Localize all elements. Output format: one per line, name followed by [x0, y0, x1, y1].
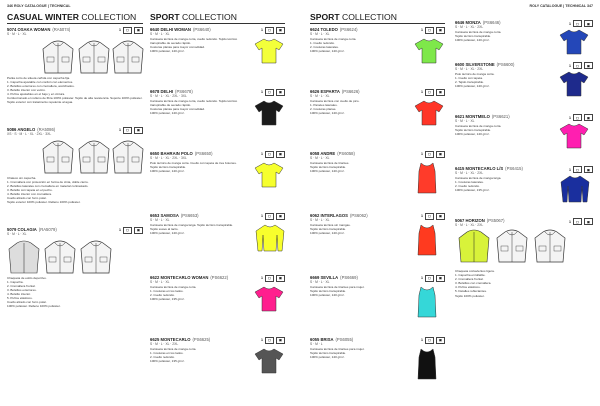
product-item — [310, 213, 445, 275]
product-item — [455, 114, 593, 166]
garment-image — [495, 228, 529, 266]
product-name: 6624 TOLEDO (PS6624) — [310, 26, 358, 32]
page-header-right: ROLY CATALOGUE | TECHNICAL 347 — [529, 4, 593, 8]
box-icon: ▢ — [573, 62, 582, 69]
box-icon: ▢ — [265, 89, 274, 96]
box-icon: ▢ — [573, 166, 582, 173]
product-symbols — [421, 337, 445, 344]
garment-image — [457, 228, 491, 266]
column-sport-1 — [150, 12, 285, 399]
quantity-icon: ▣ — [436, 27, 445, 34]
product-description: Chaleco sin capucha. 1. Cremallera con protección en forma de cinta, doble cierre. 2. Bolsillos laterales con cremallera en material contrastado. 3. Bolsillo con tapeta en el pecho. 4. Bolsillo interior con cremallera. Cuello alzado con forro polar. Tejido exterior 100% poliéster. Relleno 100% poliéster. — [7, 175, 89, 205]
garment-image — [559, 70, 589, 98]
product-sizes: S · M · L · XL — [150, 279, 170, 284]
quantity-icon: ▣ — [436, 275, 445, 282]
product-sizes: S · M · L · XL — [310, 93, 330, 98]
product-description: Polo técnico de manga corta. 1. Cuello con tapeta. 2. Tejido transpirable. 100% poliéster, 140 g/m². — [455, 72, 495, 89]
product-description: Camiseta técnica de manga corta, cuello redondo. Tejido técnico transpirable de secado rápido. Costuras planas para mayor comodidad. 100% poliéster, 140 g/m². — [150, 98, 238, 116]
garment-image — [414, 347, 440, 381]
quantity-icon: ▣ — [584, 20, 593, 27]
product-description: Polo técnico de manga corta. Cuello con tapeta de tres botones. Tejido técnico transpirable. 100% poliéster, 140 g/m². — [150, 160, 237, 173]
garment-image — [254, 99, 284, 127]
pack-count: 1 — [119, 28, 121, 33]
garment-image — [254, 161, 284, 189]
product-description: Parka corto de silueta ceñida con capucha fija. 1. Capucha ajustable con cordón con elementos. 2. Bolsillos exteriores con cremallera, acolchados. 3. Bolsillo interior con velcro. 4. Puños ajustables en el bajo y en cintura. Confeccionado en relleno de fibra 100% poliéster. Tejido de alta resistencia. Soporte 100% poliéster. Tejido exterior con tratamiento repelente al agua. — [7, 75, 143, 105]
quantity-icon: ▣ — [134, 127, 143, 134]
quantity-icon: ▣ — [584, 62, 593, 69]
quantity-icon: ▣ — [276, 337, 285, 344]
product-sizes: S · M · L · XL · 2XL — [455, 223, 484, 227]
product-symbols — [119, 27, 143, 34]
box-icon: ▢ — [425, 275, 434, 282]
product-sizes: S · M · L · XL — [150, 31, 170, 36]
pack-count: 1 — [261, 28, 263, 33]
garment-image — [254, 347, 284, 375]
pack-count: 1 — [261, 214, 263, 219]
quantity-icon: ▣ — [276, 213, 285, 220]
box-icon: ▢ — [573, 218, 582, 225]
product-name: 6678 DELHI (PS6678) — [150, 88, 193, 94]
quantity-icon: ▣ — [436, 337, 445, 344]
pack-count: 1 — [261, 152, 263, 157]
product-name: 5086 ANGELO (RA5086) — [7, 126, 56, 132]
product-symbols — [261, 213, 285, 220]
product-description: Camiseta técnica de manga larga. Tejido técnico transpirable. Tejido suave al tacto. 100% poliéster, 140 g/m². — [150, 222, 234, 235]
box-icon: ▢ — [425, 337, 434, 344]
product-symbols — [569, 62, 593, 69]
product-item — [455, 166, 593, 218]
product-item — [310, 151, 445, 213]
pack-count: 1 — [261, 338, 263, 343]
pack-count: 1 — [569, 167, 571, 172]
quantity-icon: ▣ — [134, 227, 143, 234]
pack-count: 1 — [421, 338, 423, 343]
product-item — [310, 27, 445, 89]
box-icon: ▢ — [265, 337, 274, 344]
quantity-icon: ▣ — [584, 114, 593, 121]
garment-image — [414, 37, 444, 65]
garment-image — [254, 223, 286, 253]
product-name: 6622 MONTECARLO WOMAN (PS6622) — [150, 274, 229, 280]
box-icon: ▢ — [123, 27, 132, 34]
product-item — [7, 127, 143, 227]
box-icon: ▢ — [425, 27, 434, 34]
product-sizes: S · M · L · XL · 2XL — [455, 171, 484, 175]
product-sizes: S · M · L · XL — [310, 279, 330, 284]
pack-count: 1 — [261, 90, 263, 95]
product-name: 5067 HORIZON (PS5067) — [455, 218, 505, 223]
garment-image — [41, 39, 75, 77]
product-description: Camiseta técnica de manga larga. 1. Costuras laterales. 2. Cuello redondo. 100% poliéster, 135 g/m². — [455, 176, 502, 193]
product-sizes: S · M · L · XL — [455, 119, 475, 123]
product-item — [310, 89, 445, 151]
pack-count: 1 — [261, 276, 263, 281]
box-icon: ▢ — [425, 89, 434, 96]
product-name: 6621 MONTMELO (PS6621) — [455, 114, 510, 119]
product-sizes: S · M · L · XL — [150, 217, 170, 222]
garment-image — [414, 223, 440, 257]
product-name: 5079 COLAGIA (RA5079) — [7, 226, 57, 232]
box-icon: ▢ — [265, 151, 274, 158]
quantity-icon: ▣ — [276, 89, 285, 96]
product-name: 5074 OSAKA WOMAN (RA5074) — [7, 26, 71, 32]
pack-count: 1 — [119, 228, 121, 233]
box-icon: ▢ — [123, 127, 132, 134]
garment-image — [111, 139, 145, 177]
product-description: Camiseta técnica de manga corta. 1. Cuello redondo. 2. Costuras laterales. 100% poliéster, 140 g/m². — [310, 36, 357, 54]
product-symbols — [569, 166, 593, 173]
garment-image — [43, 239, 77, 277]
product-item — [7, 27, 143, 127]
product-symbols — [261, 275, 285, 282]
garment-image — [77, 39, 111, 77]
section-title: SPORT COLLECTION — [310, 12, 397, 22]
product-description: Chaqueta cortavientos ligera. 1. Capucha enrollable. 2. Cremallera frontal. 3. Bolsillos con cremallera. 4. Puños elásticos. 5. Detalles reflectantes. Tejido 100% poliéster. — [455, 269, 495, 298]
product-name: 6062 INTERLAGOS (PS6062) — [310, 212, 368, 218]
garment-image — [79, 239, 113, 277]
column-casual-winter — [7, 12, 143, 327]
quantity-icon: ▣ — [436, 213, 445, 220]
quantity-icon: ▣ — [276, 151, 285, 158]
pack-count: 1 — [421, 28, 423, 33]
product-description: Camiseta técnica de manga corta. Tejido técnico transpirable. 100% poliéster, 140 g/m². — [455, 124, 502, 137]
garment-image — [111, 39, 145, 77]
product-name: 6625 MONTECARLO (PS6625) — [150, 336, 211, 342]
quantity-icon: ▣ — [276, 275, 285, 282]
product-sizes: S · M · L · XL · 2XL — [455, 67, 484, 71]
product-description: Camiseta técnica de manga corta. 1. Costuras en los lados. 2. Cuello redondo. 100% poliéster, 135 g/m². — [150, 284, 197, 302]
pack-count: 1 — [569, 21, 571, 26]
box-icon: ▢ — [265, 275, 274, 282]
box-icon: ▢ — [425, 151, 434, 158]
product-sizes: S · M · L · XL · 2XL — [150, 341, 179, 346]
garment-image — [414, 285, 440, 319]
quantity-icon: ▣ — [584, 218, 593, 225]
product-item — [150, 151, 285, 213]
product-symbols — [421, 151, 445, 158]
pack-count: 1 — [569, 219, 571, 224]
product-sizes: S · M · L · XL · 2XL · 3XL — [150, 155, 187, 160]
product-item — [150, 337, 285, 399]
garment-image — [559, 174, 591, 204]
pack-count: 1 — [421, 152, 423, 157]
product-item — [7, 227, 143, 327]
garment-image — [414, 161, 440, 195]
product-symbols — [119, 127, 143, 134]
product-sizes: S · M · L · XL · 2XL — [455, 25, 484, 29]
product-item — [150, 213, 285, 275]
product-description: Chaqueta de estilo deportivo. 1. Capucha. 2. Cremallera frontal. 3. Bolsillos exteriores. 4. Bolsillo interior. 5. Puños elásticos. Cuello alzado con forro polar. 100% poliéster. Relleno 100% poliéster. — [7, 275, 61, 309]
box-icon: ▢ — [573, 114, 582, 121]
page-header-left: 346 ROLY CATALOGUE | TECHNICAL — [7, 4, 71, 8]
garment-image — [77, 139, 111, 177]
pack-count: 1 — [569, 63, 571, 68]
product-sizes: S · M · L · XL — [7, 231, 27, 236]
product-symbols — [261, 151, 285, 158]
section-title: SPORT COLLECTION — [150, 12, 237, 22]
product-item — [455, 218, 593, 358]
product-symbols — [569, 114, 593, 121]
product-description: Camiseta técnica sin mangas. Tejido técnico transpirable. 100% poliéster, 140 g/m². — [310, 222, 351, 235]
product-description: Camiseta técnica de manga corta. Tejido técnico transpirable. 100% poliéster, 140 g/m². — [455, 30, 502, 43]
product-symbols — [421, 275, 445, 282]
product-symbols — [421, 89, 445, 96]
product-name: 6653 SAMOSA (PS6653) — [150, 212, 199, 218]
garment-image — [414, 99, 444, 127]
product-symbols — [421, 213, 445, 220]
product-item — [310, 337, 445, 399]
product-item — [455, 20, 593, 62]
garment-image — [41, 139, 75, 177]
product-description: Camiseta técnica con cuello de pico. 1. Paneles laterales. 2. Costuras planas. 100% poliéster, 140 g/m². — [310, 98, 360, 116]
product-symbols — [569, 20, 593, 27]
product-name: 6646 MONZA (PS6646) — [455, 20, 501, 25]
pack-count: 1 — [569, 115, 571, 120]
pack-count: 1 — [421, 276, 423, 281]
product-symbols — [261, 337, 285, 344]
product-sizes: XS · S · M · L · XL · 2XL · 3XL — [7, 131, 52, 136]
product-symbols — [261, 27, 285, 34]
product-symbols — [569, 218, 593, 225]
product-item — [150, 275, 285, 337]
product-item — [455, 62, 593, 114]
product-name: 6669 SEVILLA (PS6669) — [310, 274, 358, 280]
pack-count: 1 — [421, 90, 423, 95]
quantity-icon: ▣ — [584, 166, 593, 173]
product-name: 6626 ESPARTA (PS6626) — [310, 88, 360, 94]
product-name: 6650 BAHRAIN POLO (PS6650) — [150, 150, 213, 156]
garment-image — [559, 28, 589, 56]
quantity-icon: ▣ — [436, 151, 445, 158]
box-icon: ▢ — [425, 213, 434, 220]
product-item — [310, 275, 445, 337]
product-sizes: S · M · L — [310, 341, 323, 346]
product-symbols — [261, 89, 285, 96]
product-symbols — [421, 27, 445, 34]
product-description: Camiseta técnica de tirantes. Tejido técnico transpirable. 100% poliéster, 140 g/m². — [310, 160, 350, 173]
product-sizes: S · M · L · XL · 2XL · 3XL — [150, 93, 187, 98]
box-icon: ▢ — [265, 27, 274, 34]
garment-image — [7, 239, 41, 277]
product-name: 6640 DELHI WOMAN (PS6640) — [150, 26, 211, 32]
column-sport-3 — [455, 20, 593, 358]
product-description: Camiseta técnica de tirantes para mujer. Tejido técnico transpirable. 100% poliéster, 140 g/m². — [310, 284, 365, 297]
quantity-icon: ▣ — [134, 27, 143, 34]
product-description: Camiseta técnica de manga corta, cuello redondo. Tejido técnico transpirable de secado rápido. Costuras planas para mayor comodidad. 100% poliéster, 140 g/m². — [150, 36, 238, 54]
column-sport-2 — [310, 12, 445, 399]
box-icon: ▢ — [573, 20, 582, 27]
product-sizes: S · M · L · XL — [310, 155, 330, 160]
product-name: 6055 BRISA (PS6055) — [310, 336, 354, 342]
product-name: 6415 MONTECARLO L/S (PS6415) — [455, 166, 523, 171]
garment-image — [533, 228, 567, 266]
product-description: Camiseta técnica de tirantes para mujer. Tejido técnico transpirable. 100% poliéster, 140 g/m². — [310, 346, 365, 359]
product-sizes: S · M · L · XL — [310, 217, 330, 222]
product-sizes: S · M · L · XL — [7, 31, 27, 36]
pack-count: 1 — [421, 214, 423, 219]
product-symbols — [119, 227, 143, 234]
pack-count: 1 — [119, 128, 121, 133]
section-title: CASUAL WINTER COLLECTION — [7, 12, 137, 22]
product-description: Camiseta técnica de manga corta. 1. Costuras en los lados. 2. Cuello redondo. 100% poliéster, 135 g/m². — [150, 346, 197, 364]
box-icon: ▢ — [265, 213, 274, 220]
product-item — [150, 27, 285, 89]
garment-image — [559, 122, 589, 150]
product-name: 6058 ANDRE (PS6058) — [310, 150, 355, 156]
box-icon: ▢ — [123, 227, 132, 234]
quantity-icon: ▣ — [436, 89, 445, 96]
garment-image — [254, 37, 284, 65]
product-item — [150, 89, 285, 151]
product-sizes: S · M · L · XL — [310, 31, 330, 36]
quantity-icon: ▣ — [276, 27, 285, 34]
product-name: 6600 SILVERSTONE (PS6600) — [455, 62, 515, 67]
garment-image — [254, 285, 284, 313]
